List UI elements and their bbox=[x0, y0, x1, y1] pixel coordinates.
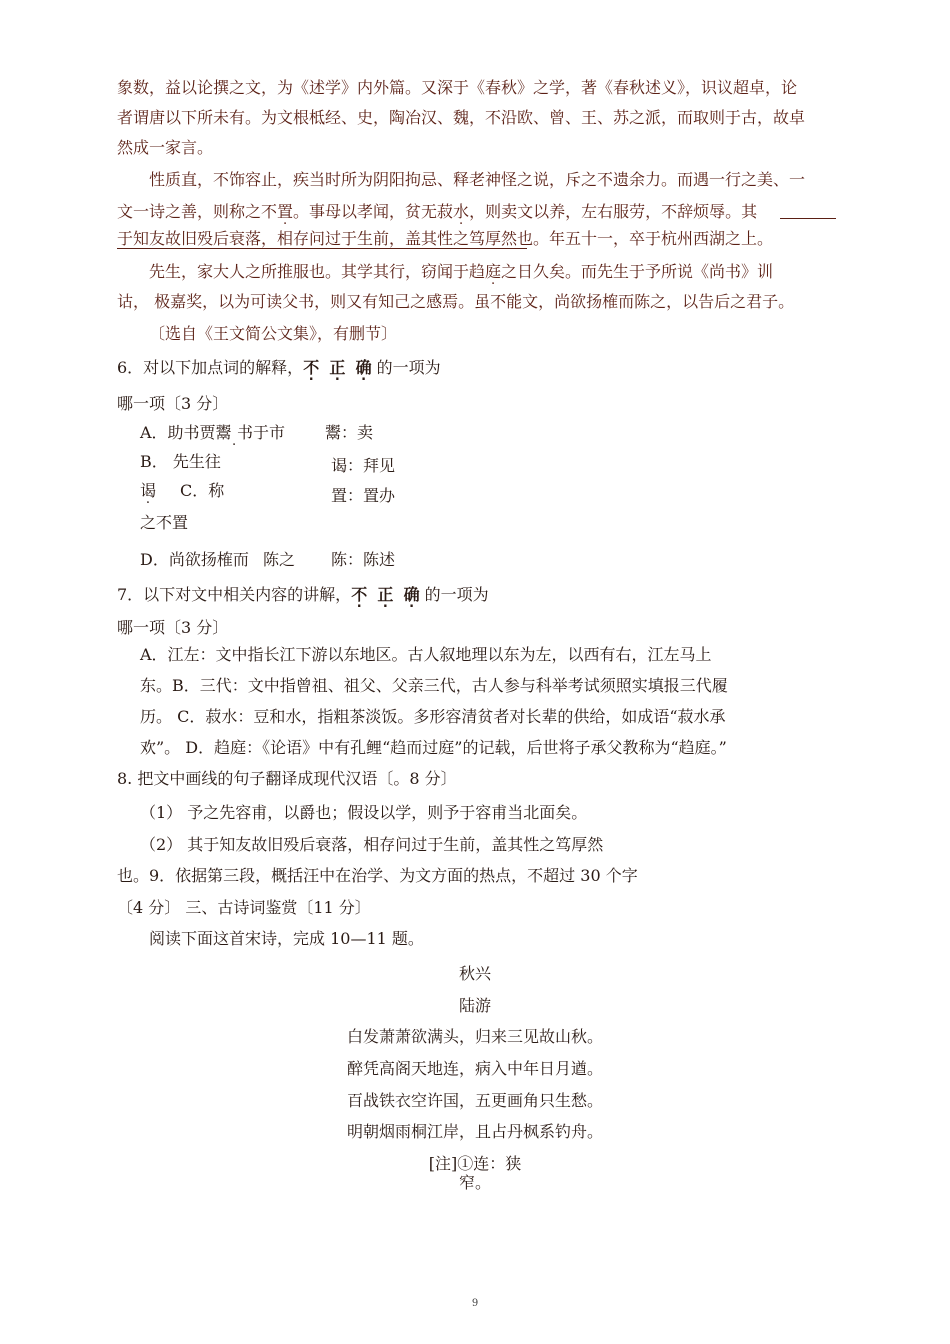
emphasis-char: 确 bbox=[403, 585, 420, 604]
passage-line bbox=[149, 262, 773, 282]
text-run: 先生，家大人之所推服也。其学其行，窃闻于趋 bbox=[149, 262, 486, 281]
underline-mark bbox=[780, 218, 836, 219]
question-6-cont: 哪一项〔3 分〕 bbox=[117, 394, 229, 413]
poem-line: 明朝烟雨桐江岸，且占丹枫系钓舟。 bbox=[346, 1122, 603, 1141]
passage-line: 于知友故旧殁后衰落，相存问过于生前，盖其性之笃厚然也。年五十一，卒于杭州西湖之上。 bbox=[117, 229, 774, 248]
option-a bbox=[140, 423, 237, 443]
text-run: 文一诗之善，则称之不 bbox=[117, 202, 278, 221]
poem-note: [注]①连：狭 bbox=[428, 1154, 522, 1173]
passage-line: 者谓唐以下所未有。为文根柢经、史，陶冶汉、魏，不沿欧、曾、王、苏之派，而取则于古，故卓 bbox=[117, 108, 806, 127]
poem-line: 白发萧萧欲满头，归来三见故山秋。 bbox=[346, 1027, 603, 1046]
option-c-gloss: 置：置办 bbox=[331, 486, 396, 505]
text-run: 6．对以下加点词的解释， bbox=[117, 358, 304, 377]
question-7-line: A．江左：文中指长江下游以东地区。古人叙地理以东为左，以西有右，江左马上 bbox=[140, 645, 712, 664]
source-citation: 〔选自《王文简公文集》，有删节〕 bbox=[149, 324, 398, 343]
passage-line: 性质直，不饰容止，疾当时所为阴阳拘忌、释老神怪之说，斥之不遗余力。而遇一行之美、一 bbox=[149, 170, 806, 189]
emphasis-char: 正 bbox=[377, 585, 394, 604]
question-7-line: 东。B．三代：文中指曾祖、祖父、父亲三代，古人参与科举考试须照实填报三代履 bbox=[140, 676, 728, 695]
dotted-char: 置 bbox=[277, 202, 294, 221]
passage-line: 象数，益以论撰之文，为《述学》内外篇。又深于《春秋》之学，著《春秋述义》，识议超卓，论 bbox=[117, 78, 798, 97]
question-9-line: 也。9．依据第三段，概括汪中在治学、为文方面的热点，不超过 30 个字 bbox=[117, 866, 638, 885]
underline-mark bbox=[117, 248, 527, 249]
question-7-line: 历。 C．菽水：豆和水，指粗茶淡饭。多形容清贫者对长辈的供给，如成语“菽水承 bbox=[140, 707, 726, 726]
option-a-text: 书于市 bbox=[237, 423, 286, 442]
poem-note: 窄。 bbox=[458, 1173, 491, 1192]
question-7-line: 欢”。 D．趋庭：《论语》中有孔鲤“趋而过庭”的记载，后世将子承父教称为“趋庭。” bbox=[140, 738, 727, 757]
poem-title: 秋兴 bbox=[458, 964, 491, 983]
option-c-cont bbox=[140, 513, 188, 533]
poem-author: 陆游 bbox=[458, 996, 491, 1015]
emphasis-char: 不 bbox=[303, 358, 320, 377]
option-b: B． 先生往 bbox=[140, 452, 221, 471]
question-7-cont: 哪一项〔3 分〕 bbox=[117, 618, 229, 637]
text-run: 。事母以孝闻，贫无菽 bbox=[293, 202, 454, 221]
question-7-stem bbox=[117, 585, 489, 605]
emphasis-char: 确 bbox=[355, 358, 372, 377]
dotted-char: 水 bbox=[453, 202, 470, 221]
option-d-text: 陈之 bbox=[263, 550, 296, 569]
option-c: C．称 bbox=[180, 481, 225, 500]
text-run: 之不置 bbox=[140, 513, 189, 532]
passage-line: 诂， 极嘉奖，以为可读父书，则又有知己之感焉。虽不能文，尚欲扬榷而陈之，以告后之君子。 bbox=[117, 292, 795, 311]
dotted-char: 谒 bbox=[140, 481, 157, 500]
poem-line: 醉凭高阁天地连，病入中年日月遒。 bbox=[346, 1059, 603, 1078]
option-a-gloss: 鬻：卖 bbox=[325, 423, 374, 442]
dotted-char bbox=[232, 423, 237, 442]
section-heading: 〔4 分〕 三、古诗词鉴赏〔11 分〕 bbox=[117, 898, 371, 917]
question-8-sentence: （2） 其于知友故旧殁后衰落，相存问过于生前，盖其性之笃厚然 bbox=[140, 835, 604, 854]
emphasis-char: 不 bbox=[351, 585, 368, 604]
text-run: 之日久矣。而先生于予所说《尚书》训 bbox=[501, 262, 774, 281]
option-d: D．尚欲扬榷而 bbox=[140, 550, 249, 569]
text-run: 的一项为 bbox=[371, 358, 441, 377]
option-b-gloss: 谒：拜见 bbox=[331, 456, 396, 475]
page-number: 9 bbox=[471, 1298, 479, 1309]
text-run: 的一项为 bbox=[419, 585, 489, 604]
question-8-sentence: （1） 予之先容甫，以爵也；假设以学，则予于容甫当北面矣。 bbox=[140, 803, 588, 822]
text-run: 7．以下对文中相关内容的讲解， bbox=[117, 585, 352, 604]
question-6-stem bbox=[117, 358, 441, 378]
question-8-stem: 8. 把文中画线的句子翻译成现代汉语〔。8 分〕 bbox=[117, 769, 457, 788]
poem-line: 百战铁衣空许国，五更画角只生愁。 bbox=[346, 1091, 603, 1110]
option-d-gloss: 陈：陈述 bbox=[331, 550, 396, 569]
option-b-cont bbox=[140, 481, 156, 501]
text-run: A．助书贾鬻 bbox=[140, 423, 232, 442]
text-run: ，则卖文以养，左右服劳，不辞烦辱。其 bbox=[469, 202, 758, 221]
emphasis-char: 正 bbox=[329, 358, 346, 377]
dotted-char: 庭 bbox=[485, 262, 502, 281]
passage-line: 然成一家言。 bbox=[117, 138, 214, 157]
passage-line bbox=[117, 202, 757, 222]
instruction: 阅读下面这首宋诗，完成 10—11 题。 bbox=[149, 929, 424, 948]
